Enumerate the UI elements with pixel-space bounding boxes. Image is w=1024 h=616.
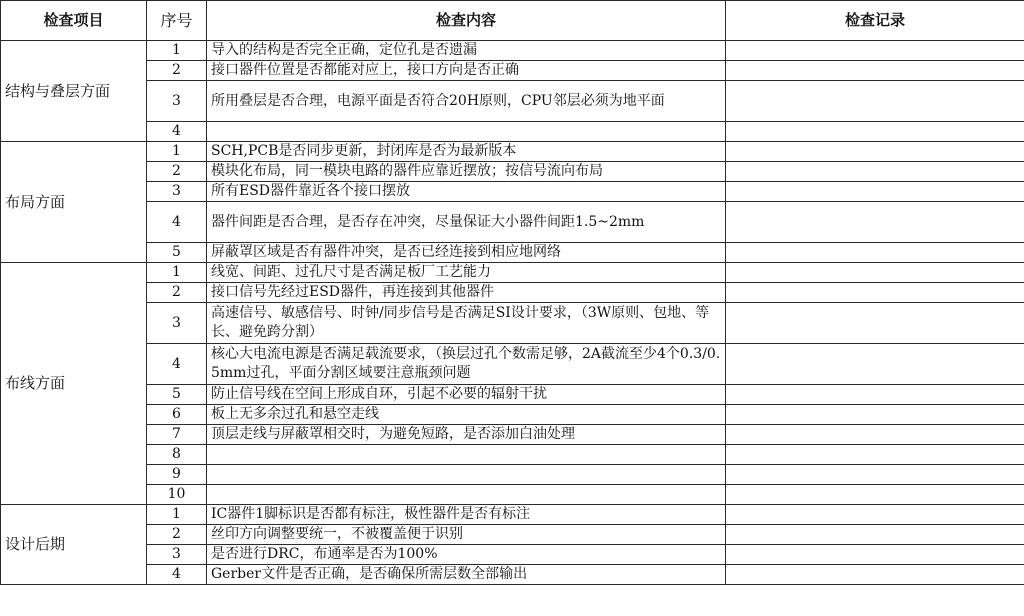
table-row (1, 445, 1024, 465)
table-row (1, 465, 1024, 485)
record-cell[interactable] (726, 445, 1024, 465)
category-routing: 布线方面 (1, 263, 147, 505)
table-row (1, 505, 1024, 525)
item-content: 导入的结构是否完全正确，定位孔是否遗漏 (207, 41, 726, 61)
item-content: 接口信号先经过ESD器件，再连接到其他器件 (207, 283, 726, 303)
record-cell[interactable] (726, 81, 1024, 122)
item-number: 4 (147, 122, 207, 142)
item-number: 4 (147, 344, 207, 385)
table-row (1, 405, 1024, 425)
record-cell[interactable] (726, 283, 1024, 303)
record-cell[interactable] (726, 505, 1024, 525)
header-category: 检查项目 (1, 1, 147, 41)
record-cell[interactable] (726, 263, 1024, 283)
table-row (1, 344, 1024, 385)
category-post-design: 设计后期 (1, 505, 147, 585)
item-content: SCH,PCB是否同步更新，封闭库是否为最新版本 (207, 142, 726, 162)
item-number: 2 (147, 61, 207, 81)
record-cell[interactable] (726, 425, 1024, 445)
table-row (1, 485, 1024, 505)
item-number: 2 (147, 525, 207, 545)
header-number: 序号 (147, 1, 207, 41)
item-number: 3 (147, 81, 207, 122)
table-row (1, 263, 1024, 283)
item-content: 线宽、间距、过孔尺寸是否满足板厂工艺能力 (207, 263, 726, 283)
item-content: IC器件1脚标识是否都有标注，极性器件是否有标注 (207, 505, 726, 525)
table-row (1, 283, 1024, 303)
record-cell[interactable] (726, 465, 1024, 485)
item-content (207, 122, 726, 142)
item-number: 5 (147, 243, 207, 263)
record-cell[interactable] (726, 485, 1024, 505)
category-layout: 布局方面 (1, 142, 147, 263)
table-row (1, 142, 1024, 162)
record-cell[interactable] (726, 142, 1024, 162)
table-row (1, 525, 1024, 545)
item-number: 9 (147, 465, 207, 485)
record-cell[interactable] (726, 385, 1024, 405)
header-record: 检查记录 (726, 1, 1024, 41)
item-number: 2 (147, 283, 207, 303)
item-number: 10 (147, 485, 207, 505)
item-number: 7 (147, 425, 207, 445)
item-number: 2 (147, 162, 207, 182)
record-cell[interactable] (726, 525, 1024, 545)
item-content: 所用叠层是否合理，电源平面是否符合20H原则，CPU邻层必须为地平面 (207, 81, 726, 122)
item-content: Gerber文件是否正确，是否确保所需层数全部输出 (207, 565, 726, 585)
table-row (1, 202, 1024, 243)
item-number: 3 (147, 545, 207, 565)
record-cell[interactable] (726, 202, 1024, 243)
item-number: 6 (147, 405, 207, 425)
item-number: 3 (147, 182, 207, 202)
record-cell[interactable] (726, 162, 1024, 182)
record-cell[interactable] (726, 41, 1024, 61)
record-cell[interactable] (726, 61, 1024, 81)
table-row (1, 182, 1024, 202)
item-number: 1 (147, 41, 207, 61)
record-cell[interactable] (726, 344, 1024, 385)
item-number: 3 (147, 303, 207, 344)
item-content: 核心大电流电源是否满足载流要求，（换层过孔个数需足够，2A截流至少4个0.3/0.5mm过孔，平面分割区域要注意瓶颈问题 (207, 344, 726, 385)
table-row (1, 81, 1024, 122)
item-content: 高速信号、敏感信号、时钟/同步信号是否满足SI设计要求，（3W原则、包地、等长、避免跨分割） (207, 303, 726, 344)
header-row (1, 1, 1024, 41)
item-content: 防止信号线在空间上形成自环，引起不必要的辐射干扰 (207, 385, 726, 405)
table-row (1, 425, 1024, 445)
item-content: 接口器件位置是否都能对应上，接口方向是否正确 (207, 61, 726, 81)
item-content: 模块化布局，同一模块电路的器件应靠近摆放；按信号流向布局 (207, 162, 726, 182)
item-content: 顶层走线与屏蔽罩相交时，为避免短路，是否添加白油处理 (207, 425, 726, 445)
item-number: 1 (147, 505, 207, 525)
item-number: 8 (147, 445, 207, 465)
item-content: 板上无多余过孔和悬空走线 (207, 405, 726, 425)
record-cell[interactable] (726, 122, 1024, 142)
item-content (207, 485, 726, 505)
record-cell[interactable] (726, 545, 1024, 565)
item-content (207, 465, 726, 485)
table-row (1, 41, 1024, 61)
table-row (1, 243, 1024, 263)
table-row (1, 122, 1024, 142)
item-content: 丝印方向调整要统一，不被覆盖便于识别 (207, 525, 726, 545)
item-number: 5 (147, 385, 207, 405)
table-row (1, 61, 1024, 81)
table-row (1, 385, 1024, 405)
table-row (1, 303, 1024, 344)
header-content: 检查内容 (207, 1, 726, 41)
item-content: 器件间距是否合理，是否存在冲突，尽量保证大小器件间距1.5~2mm (207, 202, 726, 243)
item-content (207, 445, 726, 465)
item-content: 屏蔽罩区域是否有器件冲突，是否已经连接到相应地网络 (207, 243, 726, 263)
record-cell[interactable] (726, 243, 1024, 263)
item-content: 所有ESD器件靠近各个接口摆放 (207, 182, 726, 202)
table-row (1, 565, 1024, 585)
record-cell[interactable] (726, 565, 1024, 585)
item-number: 1 (147, 263, 207, 283)
item-number: 4 (147, 565, 207, 585)
item-number: 1 (147, 142, 207, 162)
item-content: 是否进行DRC，布通率是否为100% (207, 545, 726, 565)
item-number: 4 (147, 202, 207, 243)
table-row (1, 545, 1024, 565)
record-cell[interactable] (726, 405, 1024, 425)
record-cell[interactable] (726, 182, 1024, 202)
record-cell[interactable] (726, 303, 1024, 344)
table-row (1, 162, 1024, 182)
category-structure-stackup: 结构与叠层方面 (1, 41, 147, 142)
